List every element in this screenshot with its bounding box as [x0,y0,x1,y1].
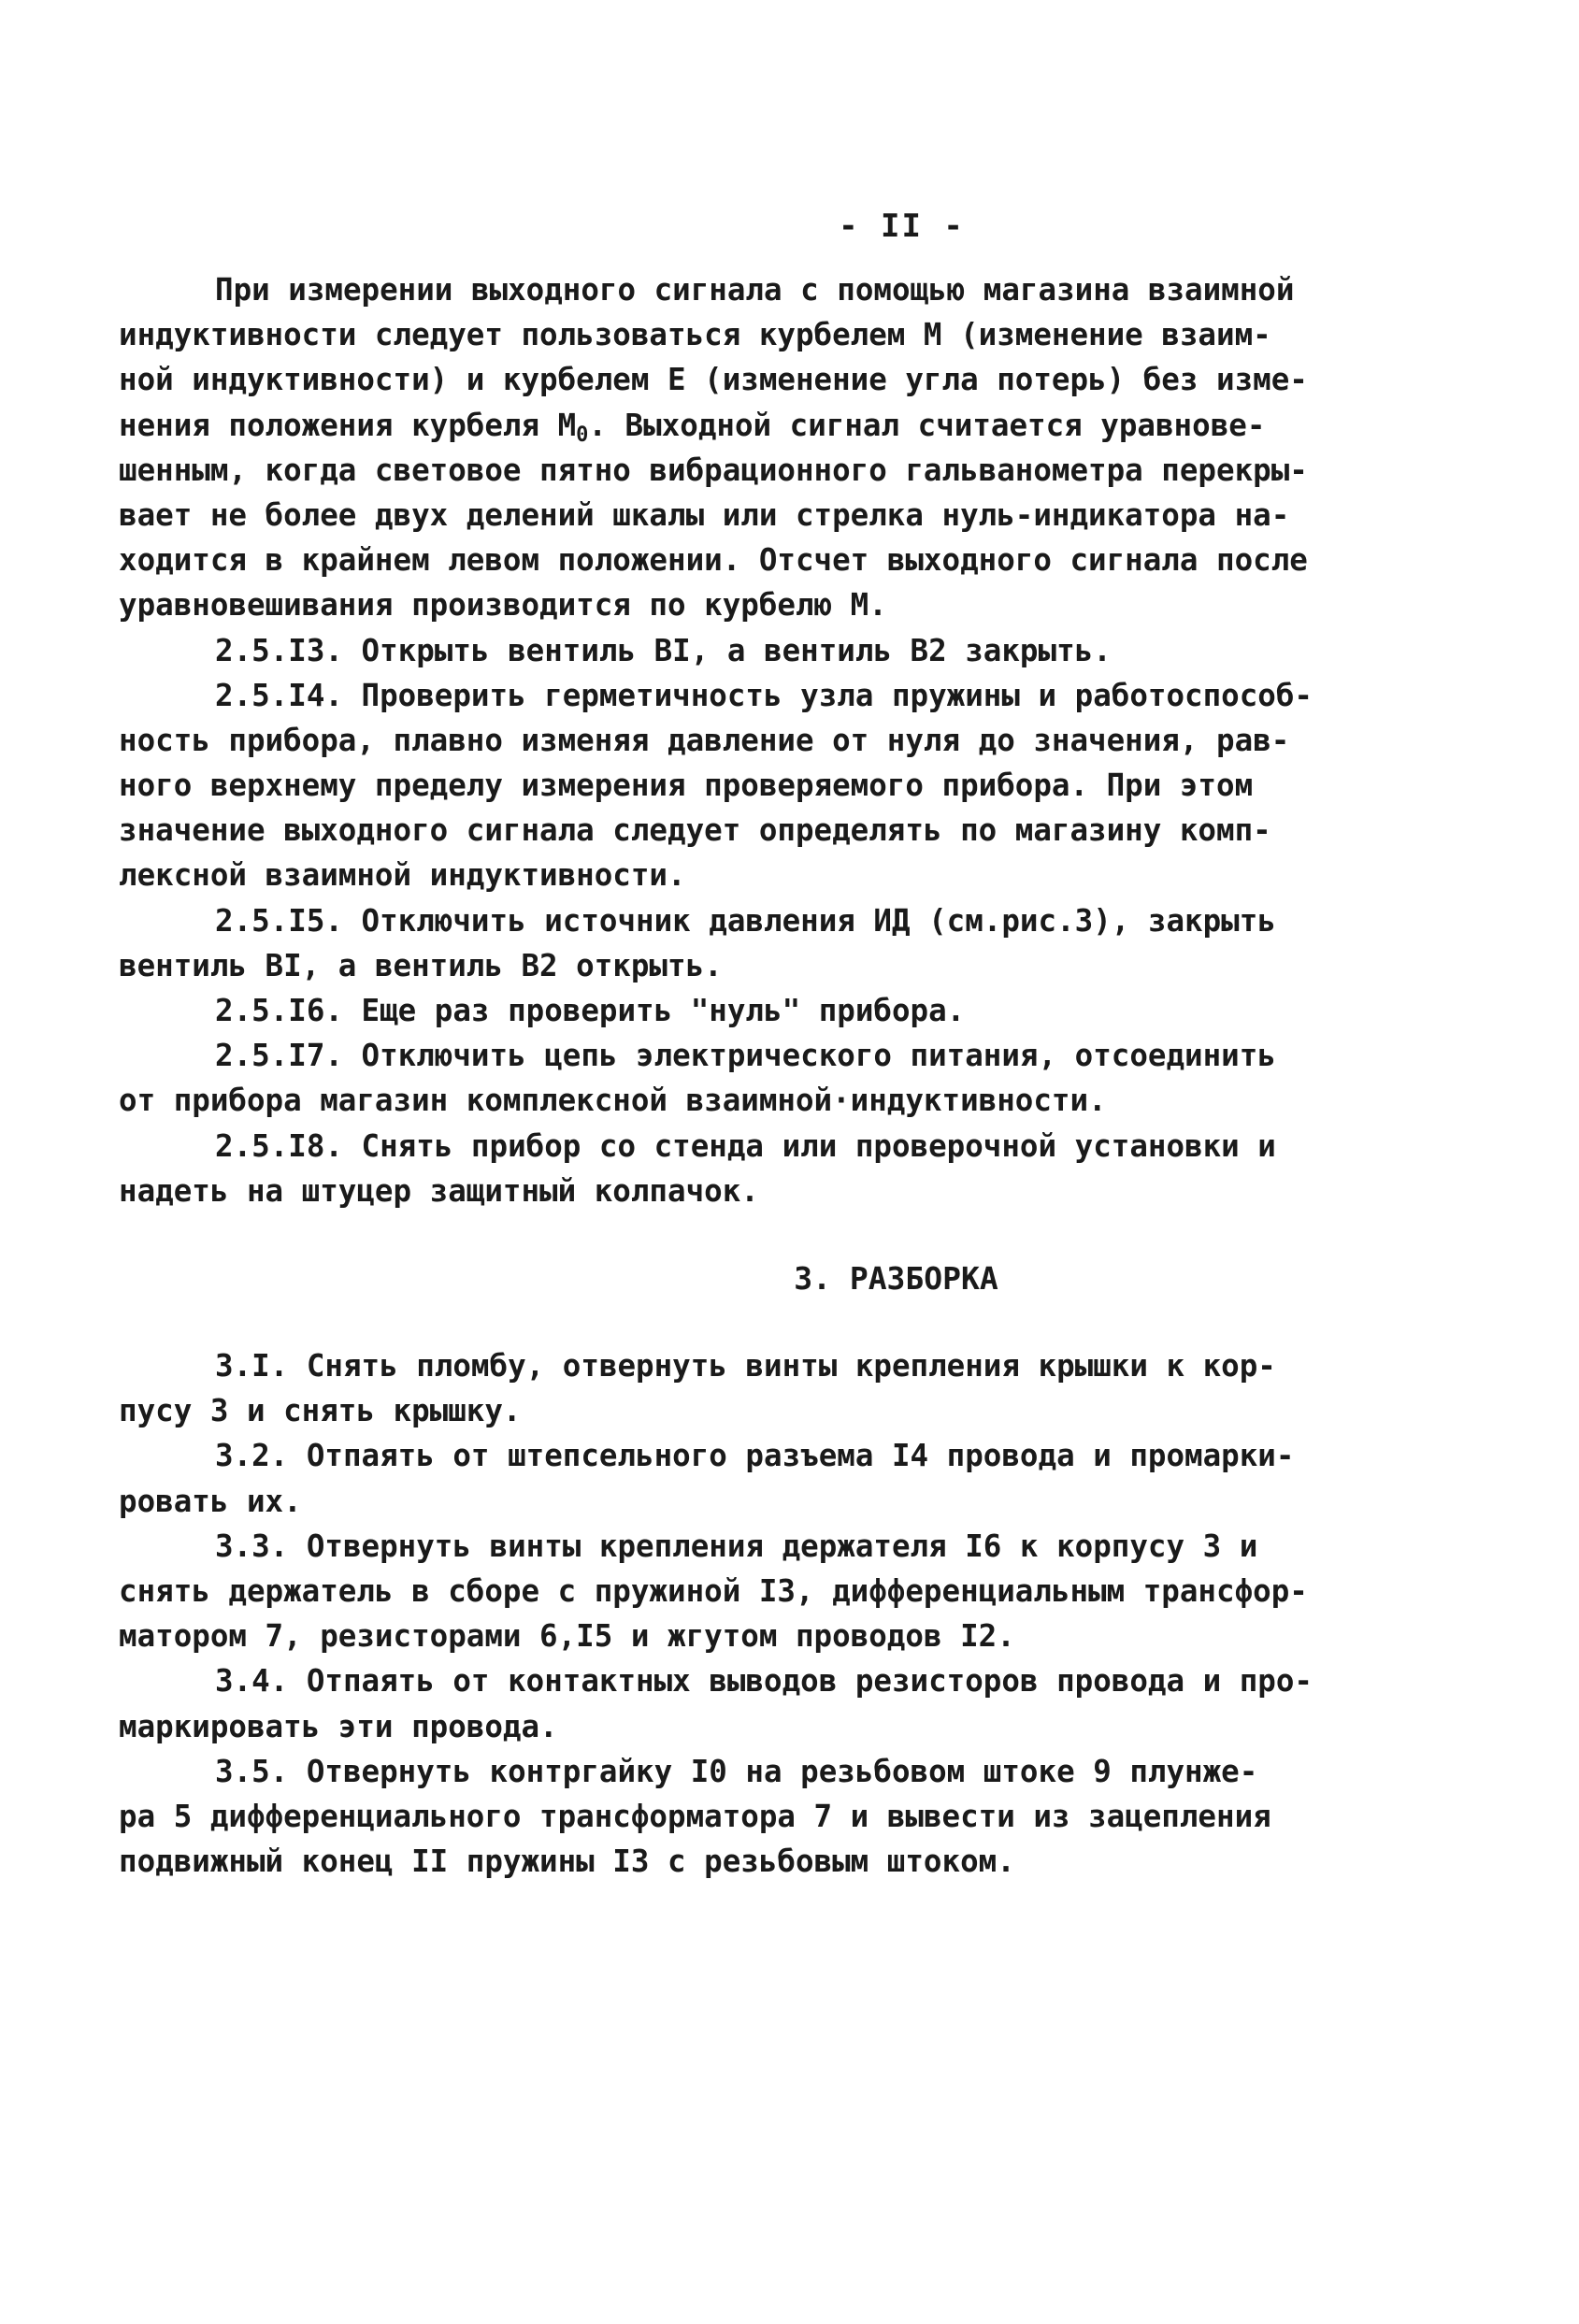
line-text: 3.2. Отпаять от штепсельного разъема I4 провода и промарки- [215,1438,1295,1474]
text-line [119,1704,1315,1749]
line-text: ность прибора, плавно изменяя давление от нуля до значения, рав- [119,722,1290,758]
text-line [119,988,1315,1033]
line-text: ного верхнему пределу измерения проверяемого прибора. При этом [119,767,1254,804]
line-text: 2.5.I7. Отключить цепь электрического питания, отсоединить [215,1038,1276,1074]
line-text: 3.5. Отвернуть контргайку I0 на резьбовом штоке 9 плунже- [215,1753,1258,1789]
text-line [119,1433,1315,1478]
text-line [119,1343,1315,1388]
line-text: матором 7, резисторами 6,I5 и жгутом проводов I2. [119,1618,1015,1655]
line-text: лексной взаимной индуктивности. [119,857,686,894]
text-line [119,943,1315,988]
line-text: При измерении выходного сигнала с помощью магазина взаимной [215,272,1295,308]
line-text: 2.5.I3. Открыть вентиль BI, а вентиль В2 закрыть. [215,632,1112,668]
line-text: вентиль BI, а вентиль В2 открыть. [119,947,723,983]
text-line [119,1169,1315,1213]
line-text: от прибора магазин комплексной взаимной·индуктивности. [119,1083,1107,1119]
text-line [119,267,1315,312]
text-line [119,718,1315,763]
text-line [119,1124,1315,1169]
line-text: 3.I. Снять пломбу, отвернуть винты крепления крышки к кор- [215,1348,1276,1384]
section-3-heading: 3. РАЗБОРКА [794,1260,998,1297]
line-text: значение выходного сигнала следует определять по магазину комп- [119,812,1271,849]
line-text: ходится в крайнем левом положении. Отсчет выходного сигнала после [119,542,1308,579]
line-text: ной индуктивности) и курбелем Е (изменение угла потерь) без изме- [119,362,1308,398]
line-text: уравновешивания производится по курбелю М. [119,587,887,624]
section-3-text [119,1343,1315,1884]
section-2-continued-text [119,267,1315,1213]
page-number: - II - [839,208,965,245]
text-line [119,853,1315,897]
text-line [119,538,1315,582]
line-text: 2.5.I5. Отключить источник давления ИД (см.рис.3), закрыть [215,902,1276,939]
text-line [119,1658,1315,1703]
line-text-continuation: . Выходной сигнал считается уравнове- [588,407,1266,443]
line-text: индуктивности следует пользоваться курбелем М (изменение взаим- [119,317,1271,353]
text-line [119,582,1315,627]
line-text: снять держатель в сборе с пружиной I3, дифференциальным трансфор- [119,1572,1308,1609]
line-text: пусу 3 и снять крышку. [119,1393,522,1429]
text-line [119,628,1315,673]
text-line [119,1078,1315,1123]
text-line [119,357,1315,402]
text-line [119,673,1315,718]
line-text: 3.4. Отпаять от контактных выводов резисторов провода и про- [215,1663,1313,1700]
line-text: надеть на штуцер защитный колпачок. [119,1172,759,1209]
text-line [119,493,1315,538]
text-line [119,1524,1315,1569]
subscript: 0 [576,423,589,447]
text-line [119,1749,1315,1794]
text-line [119,808,1315,853]
text-line [119,403,1315,448]
line-text: подвижный конец II пружины I3 с резьбовым штоком. [119,1843,1015,1880]
text-line [119,1569,1315,1614]
line-text: нения положения курбеля М [119,407,577,443]
line-text: 2.5.I4. Проверить герметичность узла пружины и работоспособ- [215,677,1313,713]
text-line [119,898,1315,943]
line-text: маркировать эти провода. [119,1708,558,1744]
text-line [119,1614,1315,1658]
text-line [119,1388,1315,1433]
line-text: 3.3. Отвернуть винты крепления держателя I6 к корпусу 3 и [215,1528,1258,1564]
line-text: 2.5.I8. Снять прибор со стенда или проверочной установки и [215,1127,1276,1164]
text-line [119,312,1315,357]
text-line [119,763,1315,808]
text-line [119,1839,1315,1884]
line-text: 2.5.I6. Еще раз проверить "нуль" прибора. [215,993,966,1028]
text-line [119,448,1315,493]
line-text: ровать их. [119,1483,302,1519]
line-text: вает не более двух делений шкалы или стрелка нуль-индикатора на- [119,496,1290,533]
line-text: шенным, когда световое пятно вибрационного гальванометра перекры- [119,452,1308,488]
line-text: ра 5 дифференциального трансформатора 7 и вывести из зацепления [119,1798,1271,1834]
text-line [119,1794,1315,1839]
text-line [119,1479,1315,1524]
text-line [119,1033,1315,1078]
